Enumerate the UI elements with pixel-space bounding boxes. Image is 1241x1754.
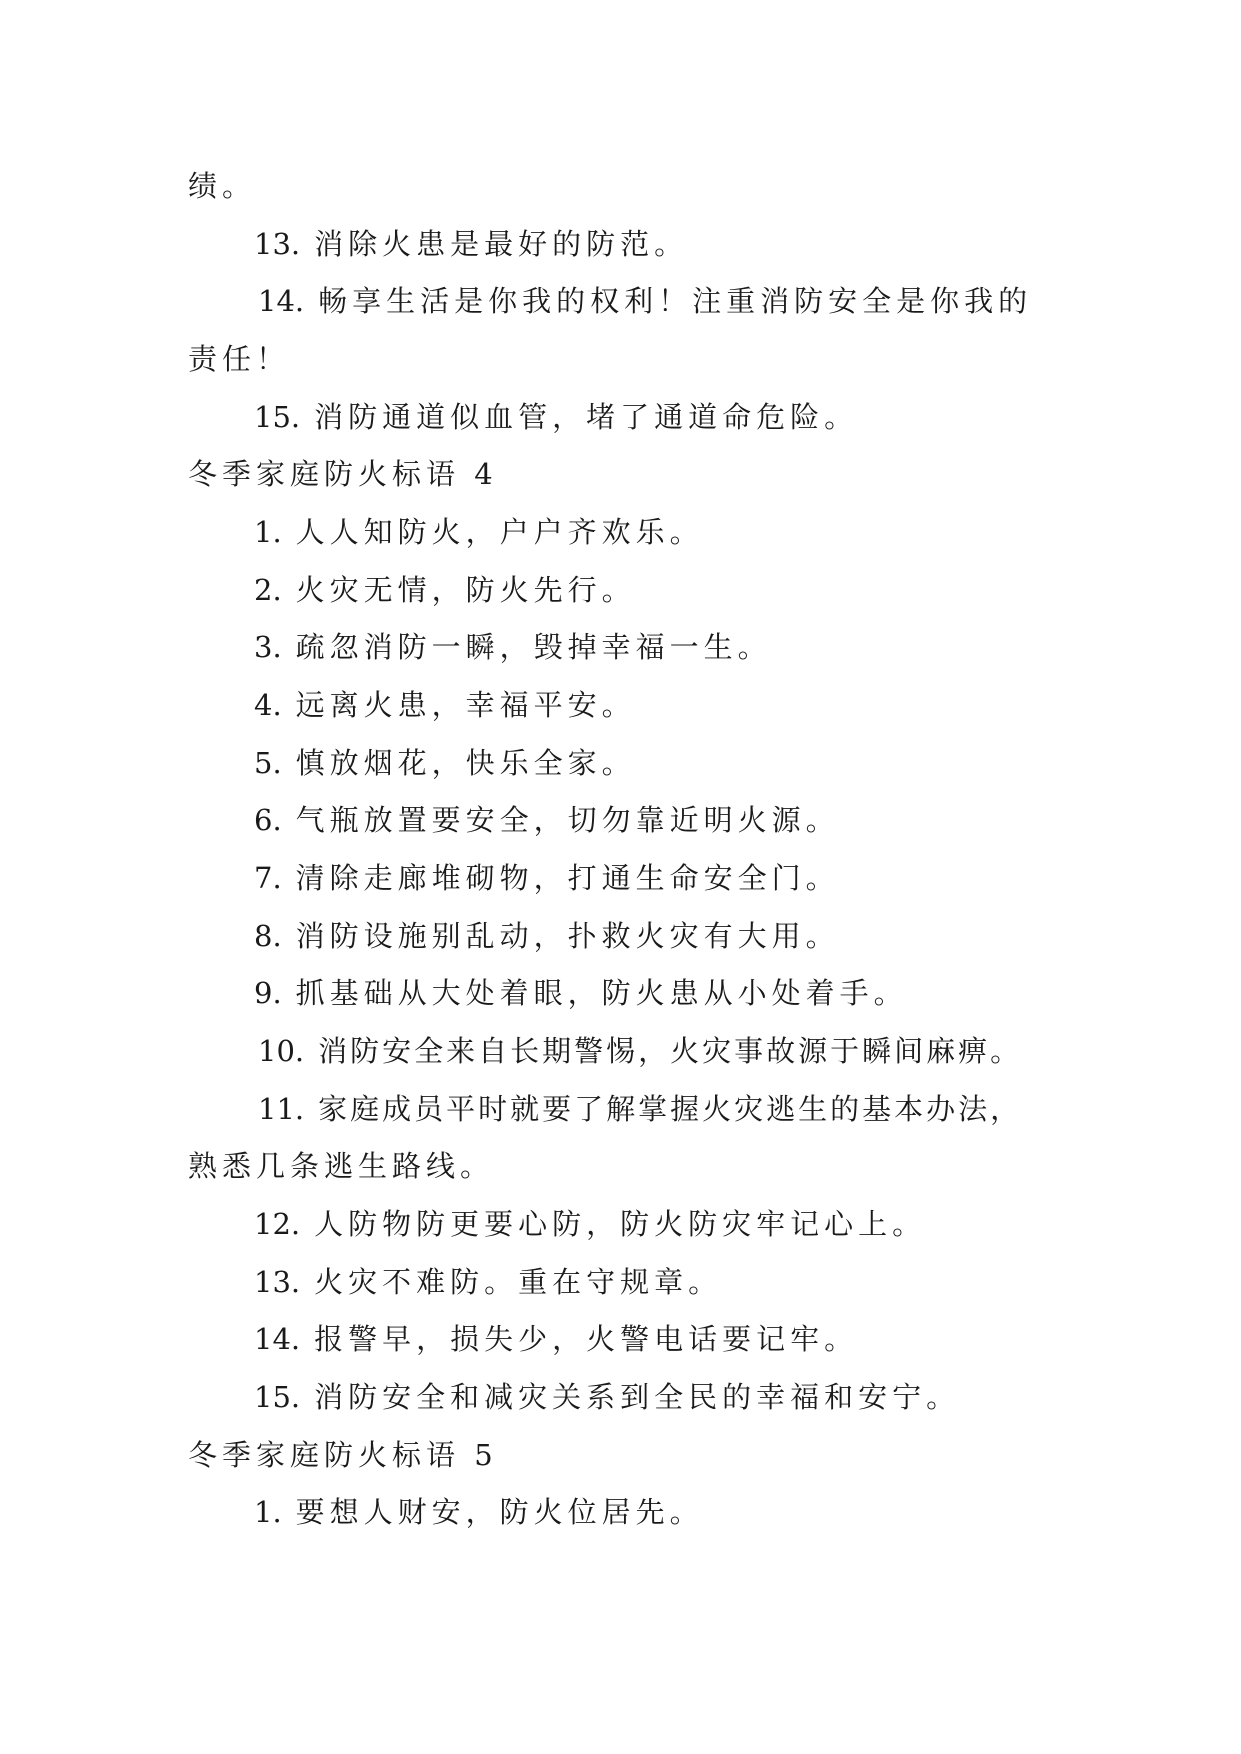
item-text: 要想人财安，防火位居先。 — [295, 1495, 704, 1529]
slogan-item — [254, 570, 636, 610]
item-number: 15. — [254, 1380, 301, 1414]
item-number: 14. — [258, 284, 305, 318]
item-number: 5. — [254, 746, 282, 780]
line-text: 熟悉几条逃生路线。 — [188, 1149, 495, 1183]
line-text: 责任！ — [188, 342, 291, 376]
item-text: 报警早，损失少，火警电话要记牢。 — [314, 1322, 859, 1356]
heading-text: 冬季家庭防火标语 4 — [188, 457, 498, 491]
item-number: 4. — [254, 688, 282, 722]
item-text: 人人知防火，户户齐欢乐。 — [295, 515, 704, 549]
item-text: 消防安全和减灾关系到全民的幸福和安宁。 — [314, 1380, 961, 1414]
continuation-line — [188, 1146, 494, 1186]
item-number: 11. — [258, 1092, 305, 1126]
item-text: 消防通道似血管，堵了通道命危险。 — [314, 400, 859, 434]
item-number: 13. — [254, 1265, 301, 1299]
slogan-item — [254, 1262, 722, 1302]
slogan-item — [254, 1319, 858, 1359]
item-text: 远离火患，幸福平安。 — [295, 688, 636, 722]
slogan-item — [254, 858, 840, 898]
item-number: 1. — [254, 515, 282, 549]
item-number: 8. — [254, 919, 282, 953]
continuation-line — [188, 166, 256, 206]
item-text: 火灾不难防。重在守规章。 — [314, 1265, 723, 1299]
item-number: 2. — [254, 573, 282, 607]
item-text: 消防安全来自长期警惕，火灾事故源于瞬间麻痹。 — [318, 1034, 1023, 1068]
item-number: 15. — [254, 400, 301, 434]
item-number: 3. — [254, 630, 282, 664]
item-text: 消除火患是最好的防范。 — [314, 227, 689, 261]
item-number: 13. — [254, 227, 301, 261]
slogan-item — [254, 1492, 704, 1532]
line-text: 绩。 — [188, 169, 257, 203]
slogan-item — [258, 1089, 1022, 1129]
heading-text: 冬季家庭防火标语 5 — [188, 1438, 498, 1472]
slogan-item — [254, 973, 908, 1013]
slogan-item — [254, 800, 840, 840]
item-text: 消防设施别乱动，扑救火灾有大用。 — [295, 919, 840, 953]
item-number: 1. — [254, 1495, 282, 1529]
item-text: 疏忽消防一瞬，毁掉幸福一生。 — [295, 630, 772, 664]
slogan-item — [254, 397, 858, 437]
slogan-item — [258, 1031, 1022, 1071]
item-text: 慎放烟花，快乐全家。 — [295, 746, 636, 780]
slogan-item — [254, 1377, 960, 1417]
slogan-item — [254, 627, 772, 667]
item-text: 抓基础从大处着眼，防火患从小处着手。 — [295, 976, 908, 1010]
item-number: 10. — [258, 1034, 305, 1068]
item-text: 气瓶放置要安全，切勿靠近明火源。 — [295, 803, 840, 837]
slogan-item — [254, 743, 636, 783]
item-text: 火灾无情，防火先行。 — [295, 573, 636, 607]
item-number: 12. — [254, 1207, 301, 1241]
item-text: 畅享生活是你我的权利！注重消防安全是你我的 — [318, 284, 1033, 318]
item-number: 6. — [254, 803, 282, 837]
slogan-item — [258, 281, 1032, 321]
item-number: 14. — [254, 1322, 301, 1356]
item-text: 家庭成员平时就要了解掌握火灾逃生的基本办法， — [318, 1092, 1023, 1126]
slogan-item — [254, 512, 704, 552]
section-heading — [188, 1435, 498, 1475]
slogan-item — [254, 1204, 926, 1244]
item-text: 人防物防更要心防，防火防灾牢记心上。 — [314, 1207, 927, 1241]
item-number: 7. — [254, 861, 282, 895]
slogan-item — [254, 224, 688, 264]
continuation-line — [188, 339, 290, 379]
item-number: 9. — [254, 976, 282, 1010]
slogan-item — [254, 916, 840, 956]
section-heading — [188, 454, 498, 494]
item-text: 清除走廊堆砌物，打通生命安全门。 — [295, 861, 840, 895]
slogan-item — [254, 685, 636, 725]
